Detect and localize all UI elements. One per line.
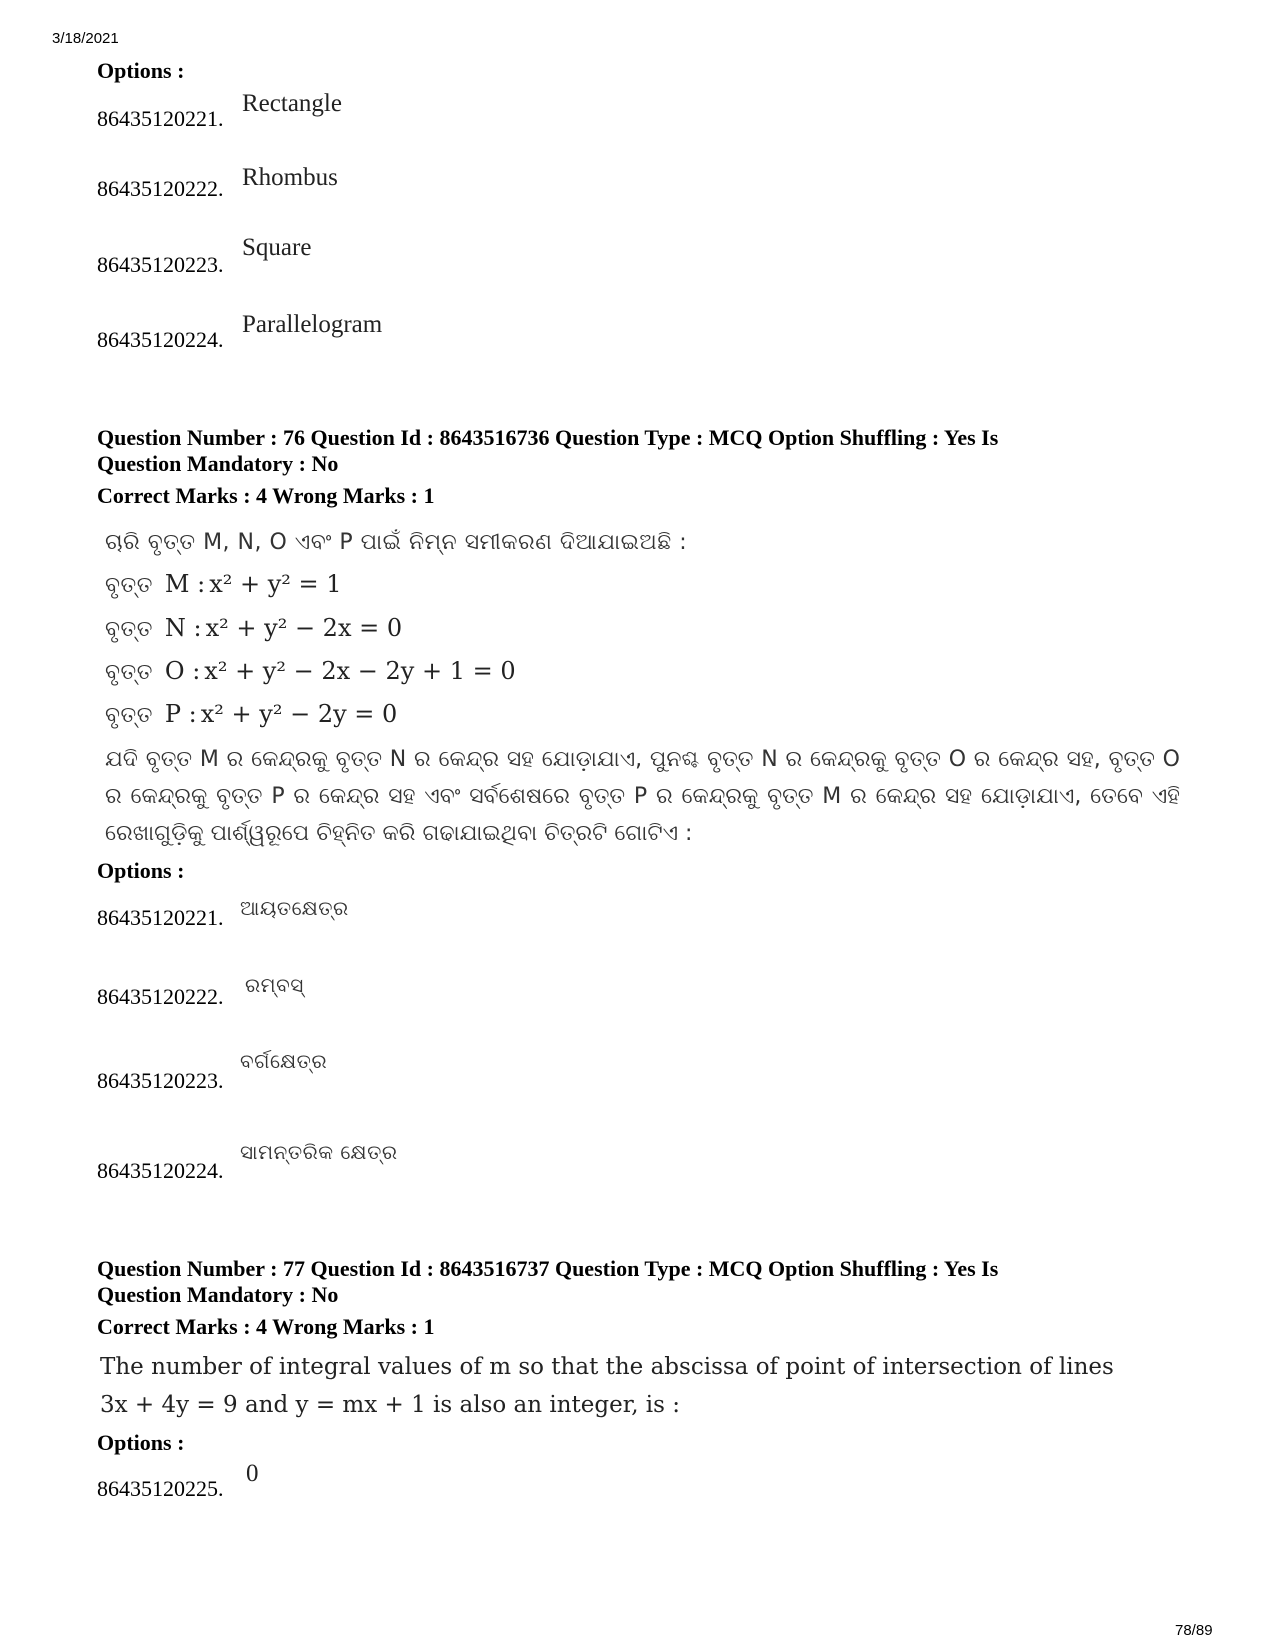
q76-option-1-text: ଆୟତକ୍ଷେତ୍ର <box>240 896 349 920</box>
q77-header-line2: Question Mandatory : No <box>97 1282 339 1307</box>
q76-header-line2: Question Mandatory : No <box>97 451 339 476</box>
q75-option-3-id: 86435120223. <box>97 252 224 277</box>
circle-equation: x² + y² − 2x = 0 <box>205 614 403 642</box>
q77-stem-line2: 3x + 4y = 9 and y = mx + 1 is also an integer, is : <box>100 1392 681 1418</box>
q75-option-4-id: 86435120224. <box>97 327 224 352</box>
q77-stem-line1: The number of integral values of m so that the abscissa of point of intersection of lines <box>100 1354 1114 1380</box>
circle-word: ବୃତ୍ତ <box>105 660 153 685</box>
q76-option-2-id: 86435120222. <box>97 984 224 1009</box>
circle-name: O : <box>164 657 201 685</box>
q76-option-3-text: ବର୍ଗକ୍ଷେତ୍ର <box>240 1049 328 1073</box>
q76-option-1-id: 86435120221. <box>97 905 224 930</box>
q77-marks: Correct Marks : 4 Wrong Marks : 1 <box>97 1314 435 1339</box>
circle-name: M : <box>164 570 206 598</box>
q75-option-3-text: Square <box>242 234 312 261</box>
circle-equation: x² + y² − 2x − 2y + 1 = 0 <box>204 657 516 685</box>
circle-equation: x² + y² − 2y = 0 <box>200 700 398 728</box>
q76-marks: Correct Marks : 4 Wrong Marks : 1 <box>97 483 435 508</box>
q76-option-4-text: ସାମନ୍ତରିକ କ୍ଷେତ୍ର <box>240 1140 398 1164</box>
q77-options-label: Options : <box>97 1430 185 1455</box>
q76-circle-m <box>105 570 342 598</box>
print-date: 3/18/2021 <box>52 30 119 47</box>
q75-options-label: Options : <box>97 58 185 83</box>
circle-word: ବୃତ୍ତ <box>105 703 153 728</box>
q76-option-3-id: 86435120223. <box>97 1068 224 1093</box>
q76-circle-o <box>105 657 516 685</box>
q75-option-2-text: Rhombus <box>242 164 338 191</box>
circle-equation: x² + y² = 1 <box>209 570 342 598</box>
q77-option-1-text: 0 <box>246 1460 259 1487</box>
q76-circle-p <box>105 700 397 728</box>
q77-option-1-id: 86435120225. <box>97 1476 224 1501</box>
q76-question-paragraph: ଯଦି ବୃତ୍ତ M ର କେନ୍ଦ୍ରକୁ ବୃତ୍ତ N ର କେନ୍ଦ୍ର ସହ ଯୋଡ଼ାଯାଏ, ପୁନଶ୍ଚ ବୃତ୍ତ N ର କେନ୍ଦ୍ରକୁ ବୃତ୍ତ O ର କେନ୍ଦ୍ର ସହ, ବୃତ୍ତ O ର କେନ୍ଦ୍ରକୁ ବୃତ୍ତ P ର କେନ୍ଦ୍ର ସହ ଏବଂ ସର୍ବଶେଷରେ ବୃତ୍ତ P ର କେନ୍ଦ୍ରକୁ ବୃତ୍ତ M ର କେନ୍ଦ୍ର ସହ ଯୋଡ଼ାଯାଏ, ତେବେ ଏହି ରେଖାଗୁଡ଼ିକୁ ପାର୍ଶ୍ୱରୂପେ ଚିହ୍ନିତ କରି ଗଢାଯାଇଥିବା ଚିତ୍ରଟି ଗୋଟିଏ : <box>105 747 1180 846</box>
q76-options-label: Options : <box>97 858 185 883</box>
circle-word: ବୃତ୍ତ <box>105 573 153 598</box>
circle-word: ବୃତ୍ତ <box>105 617 153 642</box>
page-number: 78/89 <box>1175 1622 1213 1639</box>
q75-option-4-text: Parallelogram <box>242 311 383 338</box>
q76-option-2-text: ରମ୍ବସ୍ <box>245 973 304 997</box>
q76-circle-n <box>105 614 402 642</box>
q76-option-4-id: 86435120224. <box>97 1158 224 1183</box>
circle-name: N : <box>164 614 202 642</box>
q76-intro: ଚାରି ବୃତ୍ତ M, N, O ଏବଂ P ପାଇଁ ନିମ୍ନ ସମୀକରଣ ଦିଆଯାଇଅଛି : <box>105 530 688 555</box>
q75-option-1-id: 86435120221. <box>97 106 224 131</box>
q77-header-line1: Question Number : 77 Question Id : 8643516737 Question Type : MCQ Option Shuffling : Yes Is <box>97 1256 999 1281</box>
q75-option-1-text: Rectangle <box>242 90 342 117</box>
circle-name: P : <box>164 700 197 728</box>
q76-header-line1: Question Number : 76 Question Id : 8643516736 Question Type : MCQ Option Shuffling : Yes Is <box>97 425 999 450</box>
q75-option-2-id: 86435120222. <box>97 176 224 201</box>
